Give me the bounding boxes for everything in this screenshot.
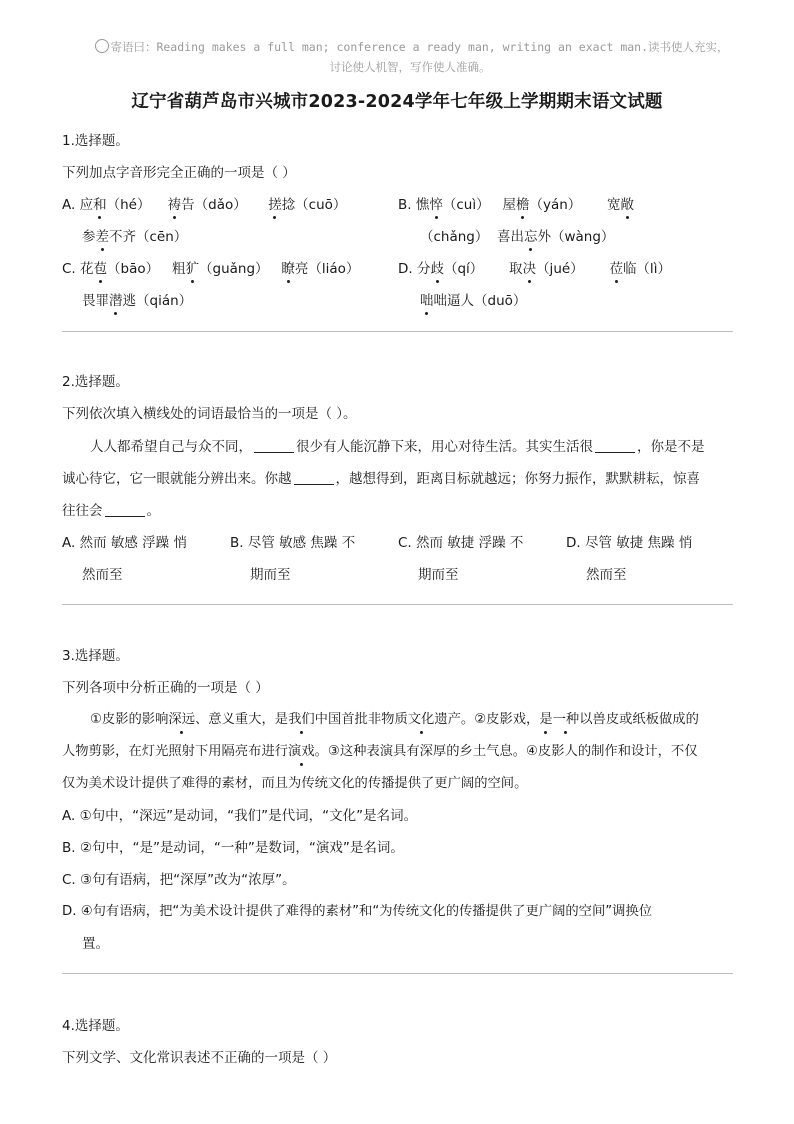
fill-blank-1 (254, 438, 294, 453)
fill-blank-4 (105, 502, 145, 517)
q3-option-b: B. ②句中，“是”是动词，“一种”是数词，“演戏”是名词。 (62, 840, 404, 856)
q2-option-d-cont: 然而至 (586, 567, 627, 583)
q3-passage-line2: 人物剪影，在灯光照射下用隔亮布进行演戏。③这种表演具有深厚的乡土气息。④皮影人的制作和设计，不仅 (62, 742, 698, 762)
q2-option-d: D. 尽管 敏捷 焦躁 悄 (566, 535, 693, 551)
fill-blank-3 (294, 470, 334, 485)
q3-option-c: C. ③句有语病，把“深厚”改为“浓厚”。 (62, 872, 296, 888)
q2-passage-line1: 人人都希望自己与众不同， 很少有人能沉静下来，用心对待生活。其实生活很 ，你是不是 (90, 439, 705, 455)
q1-heading: 1.选择题。 (62, 133, 129, 149)
q1-option-c-line2: 畏罪潜逃（qián） (82, 293, 193, 309)
motto-line-2: 讨论使人机智，写作使人准确。 (329, 60, 491, 74)
q2-option-b: B. 尽管 敏感 焦躁 不 (230, 535, 356, 551)
q1-option-a-line1: A. 应和（hé） 祷告（dǎo） 搓捻（cuō） (62, 197, 347, 213)
page-title: 辽宁省葫芦岛市兴城市2023-2024学年七年级上学期期末语文试题 (131, 92, 663, 112)
q4-stem: 下列文学、文化常识表述不正确的一项是（ ） (62, 1050, 337, 1066)
q2-stem: 下列依次填入横线处的词语最恰当的一项是（ ）。 (62, 406, 357, 422)
fill-blank-2 (595, 438, 635, 453)
q3-option-d: D. ④句有语病，把“为美术设计提供了难得的素材”和“为传统文化的传播提供了更广阔的空间”调换位 (62, 904, 653, 919)
divider (62, 604, 733, 605)
q1-option-b-line2: （chǎng） 喜出忘外（wàng） (420, 229, 615, 245)
q3-heading: 3.选择题。 (62, 648, 129, 664)
q1-stem: 下列加点字音形完全正确的一项是（ ） (62, 165, 296, 181)
q1-option-d-line1: D. 分歧（qí） 取决（jué） 莅临（lì） (398, 261, 671, 277)
q2-heading: 2.选择题。 (62, 374, 129, 390)
q1-option-d-line2: 咄咄逼人（duō） (420, 293, 527, 309)
q2-option-c-cont: 期而至 (418, 567, 459, 583)
q3-stem: 下列各项中分析正确的一项是（ ） (62, 680, 269, 696)
q1-option-b-line1: B. 憔悴（cuì） 屋檐（yán） 宽敞 (398, 197, 635, 213)
q3-passage-line3: 仅为美术设计提供了难得的素材，而且为传统文化的传播提供了更广阔的空间。 (62, 776, 528, 791)
q3-option-d-cont: 置。 (82, 936, 109, 952)
q2-option-b-cont: 期而至 (250, 567, 291, 583)
divider (62, 973, 733, 974)
q3-passage-line1: ①皮影的影响深远、意义重大，是我们中国首批非物质文化遗产。②皮影戏，是一种以兽皮或纸板做成的 (90, 710, 699, 730)
divider (62, 331, 733, 332)
q1-option-c-line1: C. 花苞（bāo） 粗犷（guǎng） 瞭亮（liáo） (62, 261, 360, 277)
motto-line-1: 寄语曰：Reading makes a full man; conference a ready man, writing an exact man.读书使人充实， (110, 40, 729, 54)
q3-option-a: A. ①句中，“深远”是动词，“我们”是代词，“文化”是名词。 (62, 808, 418, 824)
q1-option-a-line2: 参差不齐（cēn） (82, 229, 188, 245)
q2-passage-line2: 诚心待它，它一眼就能分辨出来。你越 ，越想得到，距离目标就越远；你努力振作，默默耕耘，惊喜 (62, 471, 700, 487)
q2-option-c: C. 然而 敏捷 浮躁 不 (398, 535, 524, 551)
q2-option-a: A. 然而 敏感 浮躁 悄 (62, 535, 187, 551)
q2-option-a-cont: 然而至 (82, 567, 123, 583)
q4-heading: 4.选择题。 (62, 1018, 129, 1034)
smiley-icon (95, 39, 109, 53)
q2-passage-line3: 往往会 。 (62, 503, 160, 519)
